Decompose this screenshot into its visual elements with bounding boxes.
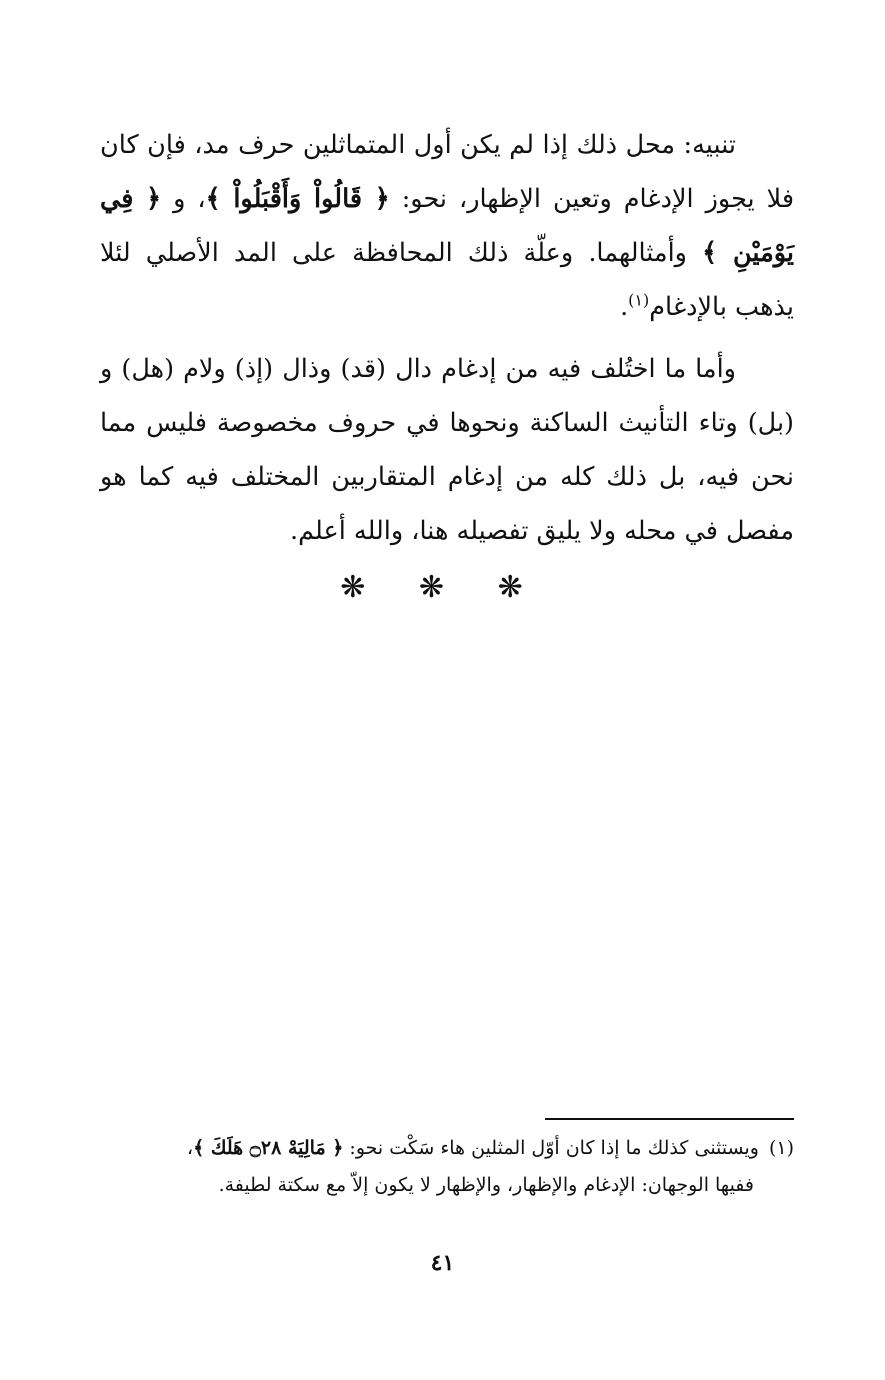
footnote-line [100, 1130, 794, 1167]
footnote-text: ويستثنى كذلك ما إذا كان أوّل المثلين هاء سَكْت نحو: [343, 1137, 759, 1159]
main-text [100, 118, 794, 558]
quran-quote: ﴿ قَالُواْ وَأَقْبَلُواْ ﴾ [205, 184, 390, 214]
paragraph-text: وأمثالهما. وعلّة ذلك المحافظة على المد الأصلي لئلا يذهب بالإدغام [100, 238, 794, 322]
footnotes [100, 1130, 794, 1204]
paragraph-text: . [620, 292, 629, 322]
paragraph-text: محل ذلك إذا لم يكن أول المتماثلين حرف مد، فإن كان فلا يجوز الإدغام وتعين الإظهار، نحو: [100, 130, 795, 214]
footnote-reference[interactable]: (١) [628, 290, 650, 310]
footnote-marker: (١) [768, 1137, 794, 1159]
footnote-text: ، [186, 1137, 194, 1159]
footnote-divider [545, 1118, 794, 1120]
footnote-line: ففيها الوجهان: الإدغام والإظهار، والإظهار لا يكون إلاّ مع سكتة لطيفة. [218, 1174, 754, 1196]
note-label: تنبيه: [683, 130, 736, 160]
section-separator: ❋ ❋ ❋ [340, 570, 545, 605]
paragraph-idgham: وأما ما اختُلف فيه من إدغام دال (قد) وذال (إذ) ولام (هل) و (بل) وتاء التأنيث الساكنة ونحوها في حروف مخصوصة فليس مما نحن فيه، بل ذلك كله من إدغام المتقاربين المختلف فيه كما هو مفصل في محله ولا يليق تفصيله هنا، والله أعلم. [100, 354, 794, 546]
quran-quote: ﴿ فِي يَوْمَيْنِ ﴾ [100, 184, 795, 268]
paragraph-text: ، و [161, 184, 206, 214]
paragraph-note [100, 118, 794, 334]
quran-quote: ﴿ مَالِيَهْ ۝٢٨ هَلَكَ ﴾ [193, 1137, 344, 1159]
page-number: ٤١ [430, 1250, 455, 1276]
